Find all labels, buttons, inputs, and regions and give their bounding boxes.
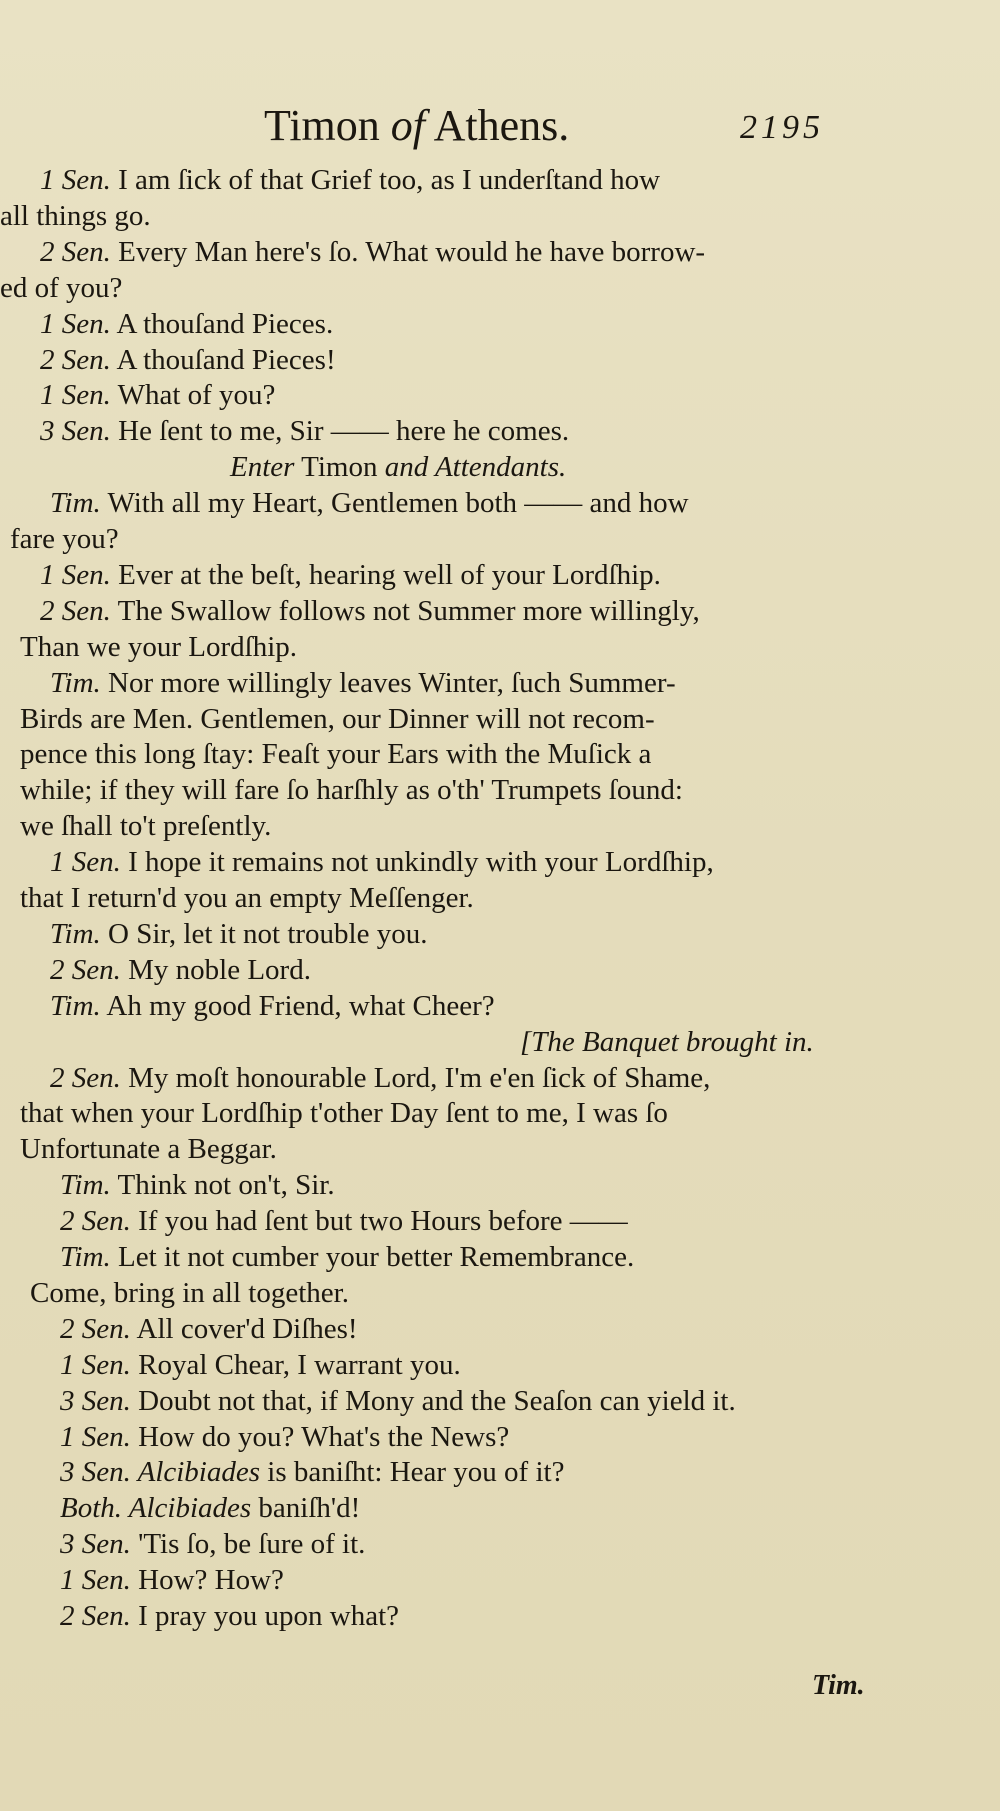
- speaker-prefix: 2 Sen.: [40, 344, 111, 376]
- line-text: With all my Heart, Gentlemen both —— and how: [100, 487, 689, 519]
- text-line: [20, 808, 271, 844]
- line-text: What of you?: [110, 379, 276, 411]
- stage-direction: and Attendants.: [384, 451, 567, 483]
- text-line: [50, 988, 495, 1024]
- line-text: O Sir, let it not trouble you.: [100, 918, 428, 950]
- page-number: 2195: [740, 109, 824, 146]
- line-text: My noble Lord.: [120, 954, 311, 986]
- line-text: baniſh'd!: [251, 1492, 361, 1524]
- line-text: I am ſick of that Grief too, as I underſtand how: [110, 164, 661, 196]
- text-line: [50, 665, 676, 701]
- speaker-prefix: Tim.: [50, 667, 101, 699]
- line-text: that I return'd you an empty Meſſenger.: [20, 882, 474, 914]
- line-text: How do you? What's the News?: [130, 1421, 510, 1453]
- text-line: [40, 306, 333, 342]
- line-text: My moſt honourable Lord, I'm e'en ſick of Shame,: [120, 1062, 711, 1094]
- speaker-prefix: 1 Sen.: [40, 379, 111, 411]
- stage-direction: Enter: [230, 451, 295, 483]
- line-text: A thouſand Pieces.: [110, 308, 334, 340]
- line-text: The Swallow follows not Summer more willingly,: [110, 595, 700, 627]
- speaker-prefix: 2 Sen.: [60, 1313, 131, 1345]
- line-text: Every Man here's ſo. What would he have borrow-: [110, 236, 706, 268]
- text-line: [60, 1167, 335, 1203]
- text-line: [20, 701, 655, 737]
- speaker-prefix: 2 Sen.: [60, 1205, 131, 1237]
- text-line: [50, 1060, 710, 1096]
- text-line: [60, 1562, 284, 1598]
- line-text: Than we your Lordſhip.: [20, 631, 298, 663]
- text-line: [60, 1598, 399, 1634]
- text-line: [60, 1311, 358, 1347]
- line-text: Unfortunate a Beggar.: [20, 1133, 277, 1165]
- line-text: Ever at the beſt, hearing well of your Lordſhip.: [110, 559, 661, 591]
- running-title: [264, 96, 569, 156]
- text-line: [40, 377, 275, 413]
- line-text: we ſhall to't preſently.: [20, 810, 272, 842]
- line-text: I hope it remains not unkindly with your Lordſhip,: [120, 846, 714, 878]
- text-line: [60, 1383, 736, 1419]
- text-line: [50, 844, 714, 880]
- text-line: [20, 1131, 277, 1167]
- line-text: all things go.: [0, 200, 151, 232]
- speaker-prefix: 2 Sen.: [50, 1062, 121, 1094]
- stage-direction: [The Banquet brought in.: [520, 1026, 814, 1058]
- line-text: Timon: [294, 451, 385, 483]
- italic-name: Alcibiades: [122, 1492, 252, 1524]
- text-line: [10, 521, 119, 557]
- text-line: [40, 162, 660, 198]
- line-text: He ſent to me, Sir —— here he comes.: [110, 415, 570, 447]
- speaker-prefix: Tim.: [50, 487, 101, 519]
- text-line: [40, 593, 700, 629]
- speaker-prefix: Tim.: [60, 1241, 111, 1273]
- speaker-prefix: Tim.: [50, 918, 101, 950]
- line-text: Nor more willingly leaves Winter, ſuch Summer-: [100, 667, 676, 699]
- line-text: that when your Lordſhip t'other Day ſent to me, I was ſo: [20, 1097, 668, 1129]
- text-line: [40, 234, 705, 270]
- speaker-prefix: 3 Sen.: [40, 415, 111, 447]
- speaker-prefix: 1 Sen.: [50, 846, 121, 878]
- speaker-prefix: 1 Sen.: [40, 308, 111, 340]
- catchword: Tim.: [812, 1670, 865, 1701]
- running-head: [0, 96, 1000, 156]
- text-line: [30, 1275, 349, 1311]
- speaker-prefix: 2 Sen.: [50, 954, 121, 986]
- speaker-prefix: 3 Sen.: [60, 1528, 131, 1560]
- speaker-prefix: 3 Sen.: [60, 1385, 131, 1417]
- line-text: Come, bring in all together.: [30, 1277, 349, 1309]
- text-line: [40, 557, 661, 593]
- text-line: [50, 485, 689, 521]
- text-line: [60, 1419, 509, 1455]
- text-line: [230, 449, 566, 485]
- line-text: Think not on't, Sir.: [110, 1169, 335, 1201]
- text-line: [20, 772, 683, 808]
- line-text: Royal Chear, I warrant you.: [130, 1349, 461, 1381]
- speaker-prefix: 1 Sen.: [40, 559, 111, 591]
- line-text: Let it not cumber your better Remembrance.: [110, 1241, 635, 1273]
- speaker-prefix: 1 Sen.: [60, 1421, 131, 1453]
- text-line: [60, 1526, 365, 1562]
- line-text: How? How?: [130, 1564, 284, 1596]
- line-text: is baniſht: Hear you of it?: [260, 1456, 565, 1488]
- line-text: All cover'd Diſhes!: [130, 1313, 358, 1345]
- speaker-prefix: 2 Sen.: [40, 595, 111, 627]
- text-line: [60, 1347, 461, 1383]
- line-text: A thouſand Pieces!: [110, 344, 336, 376]
- title-part-2: Athens.: [425, 101, 570, 150]
- title-part-1: Timon: [264, 101, 391, 150]
- text-line: [40, 342, 336, 378]
- line-text: fare you?: [10, 523, 119, 555]
- italic-name: Alcibiades: [130, 1456, 261, 1488]
- line-text: If you had ſent but two Hours before ——: [130, 1205, 628, 1237]
- text-line: [0, 270, 122, 306]
- text-line: [20, 1095, 668, 1131]
- line-text: pence this long ſtay: Feaſt your Ears with the Muſick a: [20, 738, 652, 770]
- line-text: ed of you?: [0, 272, 123, 304]
- speaker-prefix: 1 Sen.: [60, 1349, 131, 1381]
- line-text: I pray you upon what?: [130, 1600, 400, 1632]
- line-text: Ah my good Friend, what Cheer?: [100, 990, 495, 1022]
- text-line: [60, 1454, 564, 1490]
- text-line: [20, 736, 651, 772]
- text-line: [20, 880, 474, 916]
- speaker-prefix: Both.: [60, 1492, 123, 1524]
- text-line: [60, 1239, 634, 1275]
- text-line: [20, 629, 297, 665]
- text-line: [0, 198, 151, 234]
- text-line: [520, 1024, 814, 1060]
- speaker-prefix: 2 Sen.: [40, 236, 111, 268]
- line-text: Doubt not that, if Mony and the Seaſon can yield it.: [130, 1385, 736, 1417]
- text-line: [50, 952, 311, 988]
- speaker-prefix: 2 Sen.: [60, 1600, 131, 1632]
- line-text: Birds are Men. Gentlemen, our Dinner will not recom-: [20, 703, 655, 735]
- speaker-prefix: 3 Sen.: [60, 1456, 131, 1488]
- line-text: while; if they will fare ſo harſhly as o'th' Trumpets ſound:: [20, 774, 683, 806]
- speaker-prefix: 1 Sen.: [40, 164, 111, 196]
- title-of: of: [390, 101, 426, 150]
- text-line: [50, 916, 427, 952]
- text-line: [60, 1203, 628, 1239]
- text-line: [40, 413, 569, 449]
- text-line: [60, 1490, 360, 1526]
- speaker-prefix: 1 Sen.: [60, 1564, 131, 1596]
- speaker-prefix: Tim.: [60, 1169, 111, 1201]
- line-text: 'Tis ſo, be ſure of it.: [130, 1528, 366, 1560]
- speaker-prefix: Tim.: [50, 990, 101, 1022]
